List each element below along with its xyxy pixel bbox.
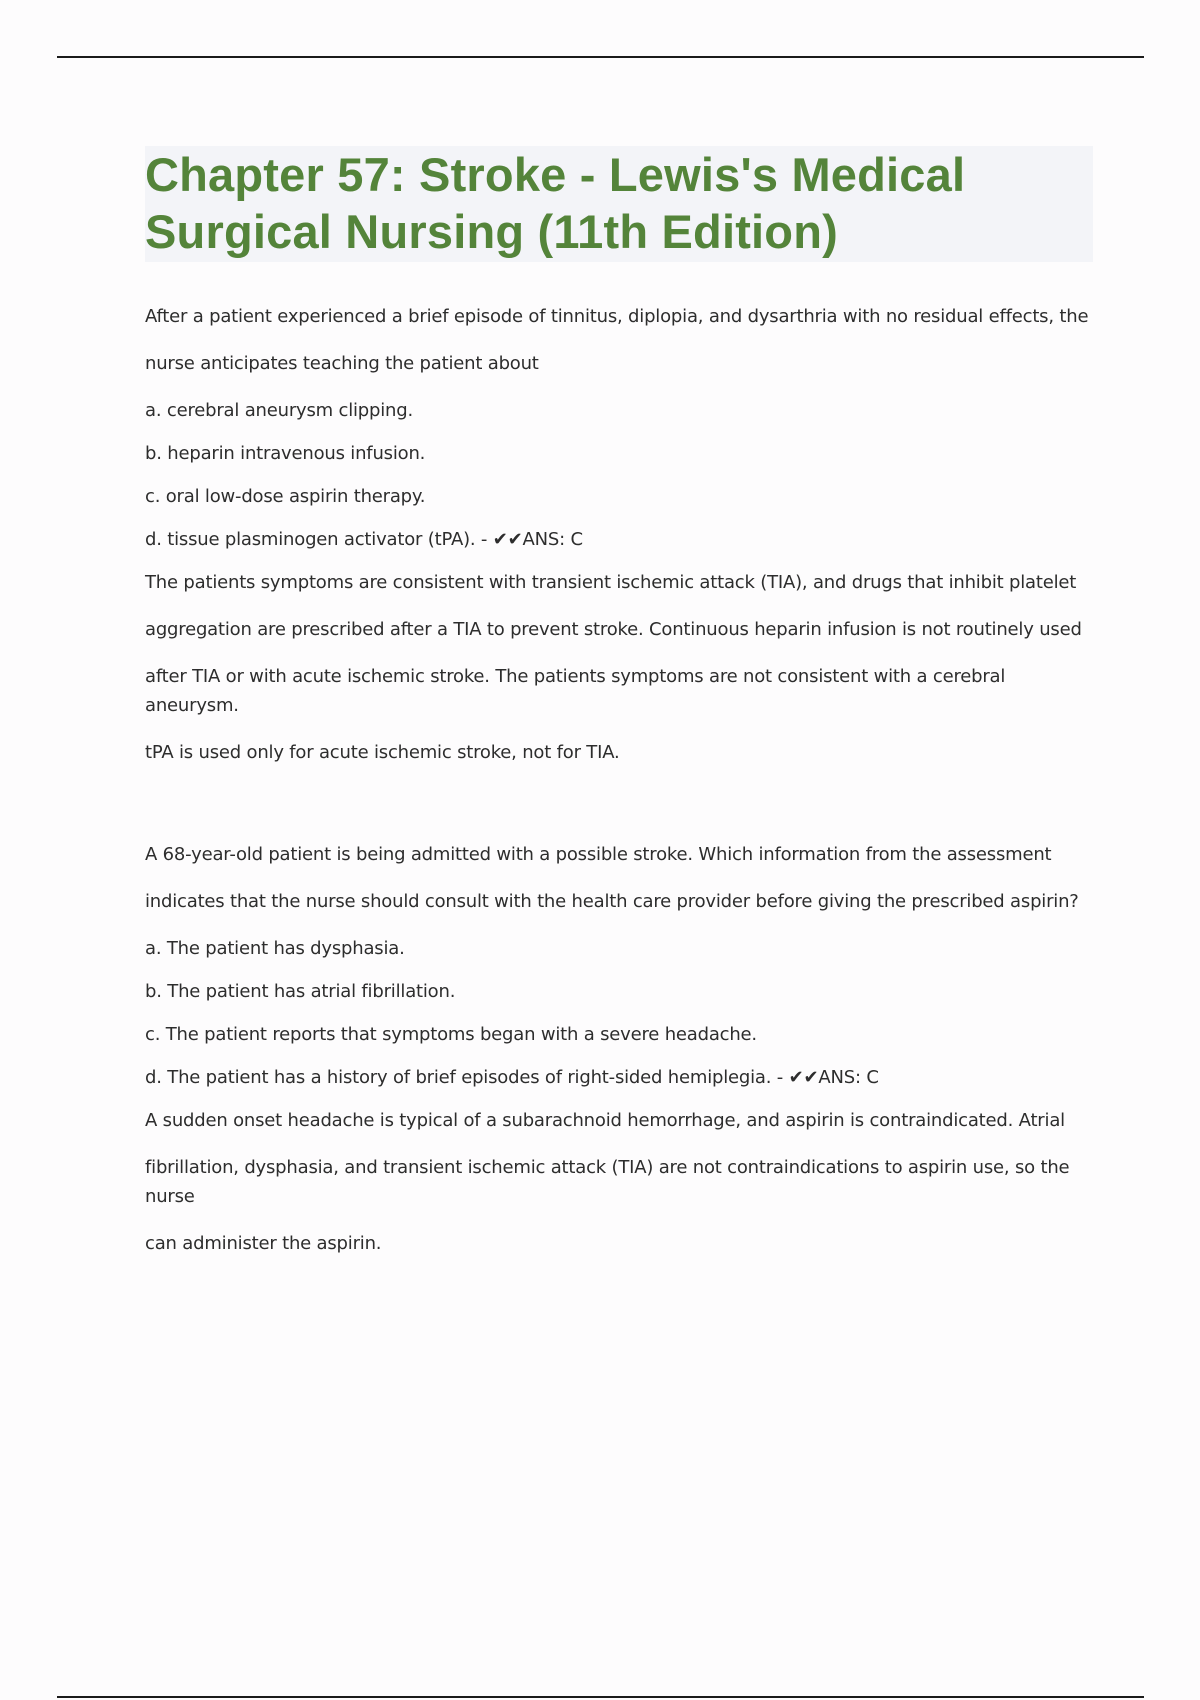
q2-option-c: c. The patient reports that symptoms began with a severe headache. [145, 1024, 757, 1045]
bottom-rule [57, 1696, 1144, 1698]
q2-rationale-2: fibrillation, dysphasia, and transient ischemic attack (TIA) are not contraindications to aspirin use, so the nurse [145, 1157, 1070, 1207]
q2-option-b: b. The patient has atrial fibrillation. [145, 981, 456, 1002]
top-rule [57, 56, 1144, 58]
question-separator [145, 785, 1093, 840]
q2-rationale-3: can administer the aspirin. [145, 1233, 382, 1254]
q1-rationale-3: after TIA or with acute ischemic stroke. The patients symptoms are not consistent with a cerebral aneurysm. [145, 666, 1006, 716]
q1-option-d-answer: d. tissue plasminogen activator (tPA). - ✔✔ANS: C [145, 529, 583, 550]
question-1 [145, 302, 1093, 767]
q1-rationale-2: aggregation are prescribed after a TIA to prevent stroke. Continuous heparin infusion is not routinely used [145, 619, 1082, 640]
title-banner [145, 146, 1093, 262]
q2-line-2: indicates that the nurse should consult with the health care provider before giving the prescribed aspirin? [145, 891, 1079, 912]
document-title: Chapter 57: Stroke - Lewis's Medical Surgical Nursing (11th Edition) [145, 148, 966, 258]
q2-rationale-1: A sudden onset headache is typical of a subarachnoid hemorrhage, and aspirin is contraindicated. Atrial [145, 1110, 1065, 1131]
q1-line-2: nurse anticipates teaching the patient about [145, 353, 539, 374]
q2-line-1: A 68-year-old patient is being admitted with a possible stroke. Which information from the assessment [145, 844, 1052, 865]
q1-option-a: a. cerebral aneurysm clipping. [145, 400, 414, 421]
q1-option-c: c. oral low-dose aspirin therapy. [145, 486, 426, 507]
question-2 [145, 840, 1093, 1258]
q1-rationale-4: tPA is used only for acute ischemic stroke, not for TIA. [145, 742, 620, 763]
q2-option-d-answer: d. The patient has a history of brief episodes of right-sided hemiplegia. - ✔✔ANS: C [145, 1067, 879, 1088]
page-content [145, 146, 1093, 1276]
q1-rationale-1: The patients symptoms are consistent with transient ischemic attack (TIA), and drugs that inhibit platelet [145, 572, 1077, 593]
q1-option-b: b. heparin intravenous infusion. [145, 443, 426, 464]
q1-line-1: After a patient experienced a brief episode of tinnitus, diplopia, and dysarthria with no residual effects, the [145, 306, 1089, 327]
q2-option-a: a. The patient has dysphasia. [145, 938, 405, 959]
